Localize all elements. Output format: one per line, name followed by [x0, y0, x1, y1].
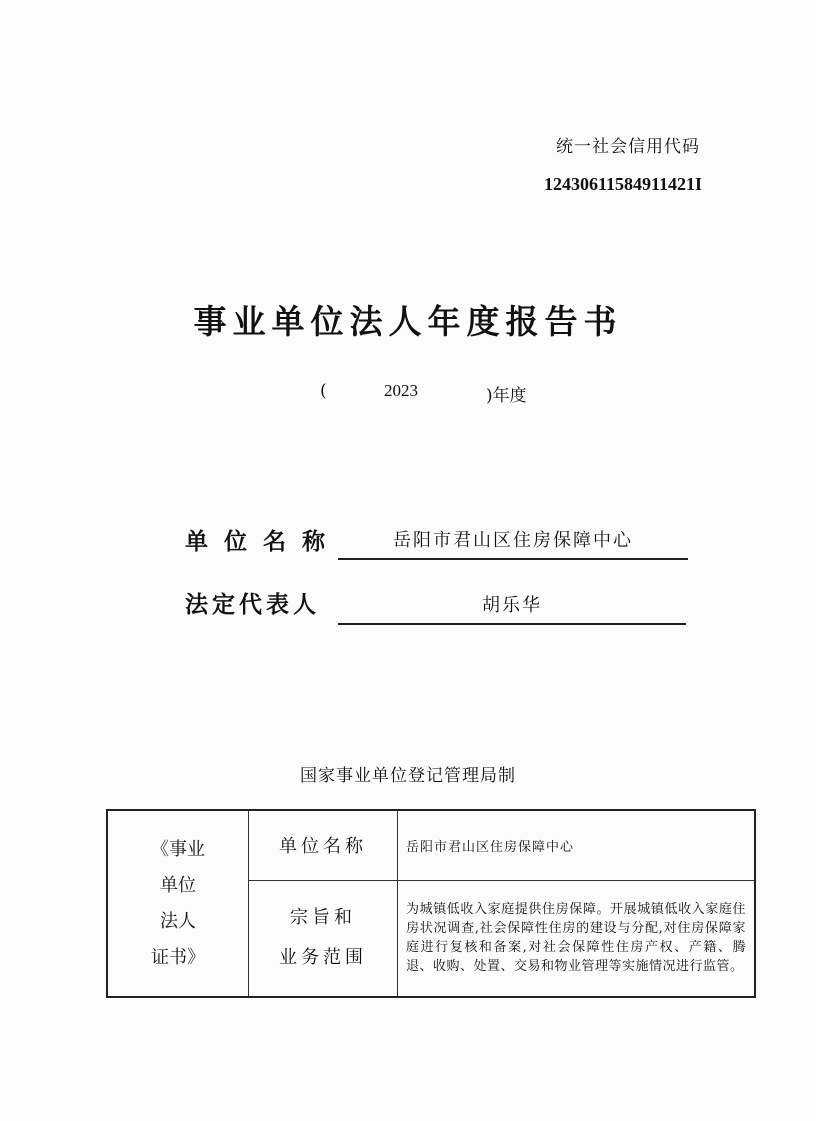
legal-rep-underline — [338, 623, 686, 625]
unit-name-cell-label: 单位名称 — [249, 810, 398, 880]
scope-label-line: 宗旨和 — [290, 907, 356, 929]
legal-rep-value: 胡乐华 — [482, 595, 542, 616]
year-paren-open: ( — [320, 381, 327, 401]
table-row — [107, 810, 755, 880]
credit-code-label: 统一社会信用代码 — [556, 137, 700, 157]
report-year-line — [320, 381, 620, 405]
unit-name-underline — [338, 558, 688, 560]
certificate-table — [106, 809, 756, 998]
scope-label-line: 业务范围 — [279, 947, 367, 969]
scope-cell-label — [249, 880, 398, 997]
document-title: 事业单位法人年度报告书 — [193, 302, 623, 341]
credit-code-value: 12430611584911421I — [544, 174, 703, 194]
year-suffix: )年度 — [486, 386, 527, 406]
unit-name-value: 岳阳市君山区住房保障中心 — [393, 530, 633, 551]
book-line: 《事业 — [151, 838, 205, 860]
book-line: 证书》 — [151, 946, 205, 968]
book-line: 单位 — [160, 874, 196, 896]
issuer-line: 国家事业单位登记管理局制 — [300, 766, 516, 786]
unit-name-label: 单位名称 — [185, 529, 341, 555]
certificate-book-cell — [107, 810, 249, 997]
book-line: 法人 — [160, 910, 196, 932]
scope-cell-value: 为城镇低收入家庭提供住房保障。开展城镇低收入家庭住房状况调查,社会保障性住房的建设与分配,对住房保障家庭进行复核和备案,对社会保障性住房产权、产籍、腾退、收购、处置、交易和物业管理等实施情况进行监管。 — [398, 880, 756, 997]
report-year: 2023 — [384, 381, 418, 400]
unit-name-cell-value: 岳阳市君山区住房保障中心 — [398, 810, 756, 880]
legal-rep-label: 法定代表人 — [185, 592, 320, 618]
